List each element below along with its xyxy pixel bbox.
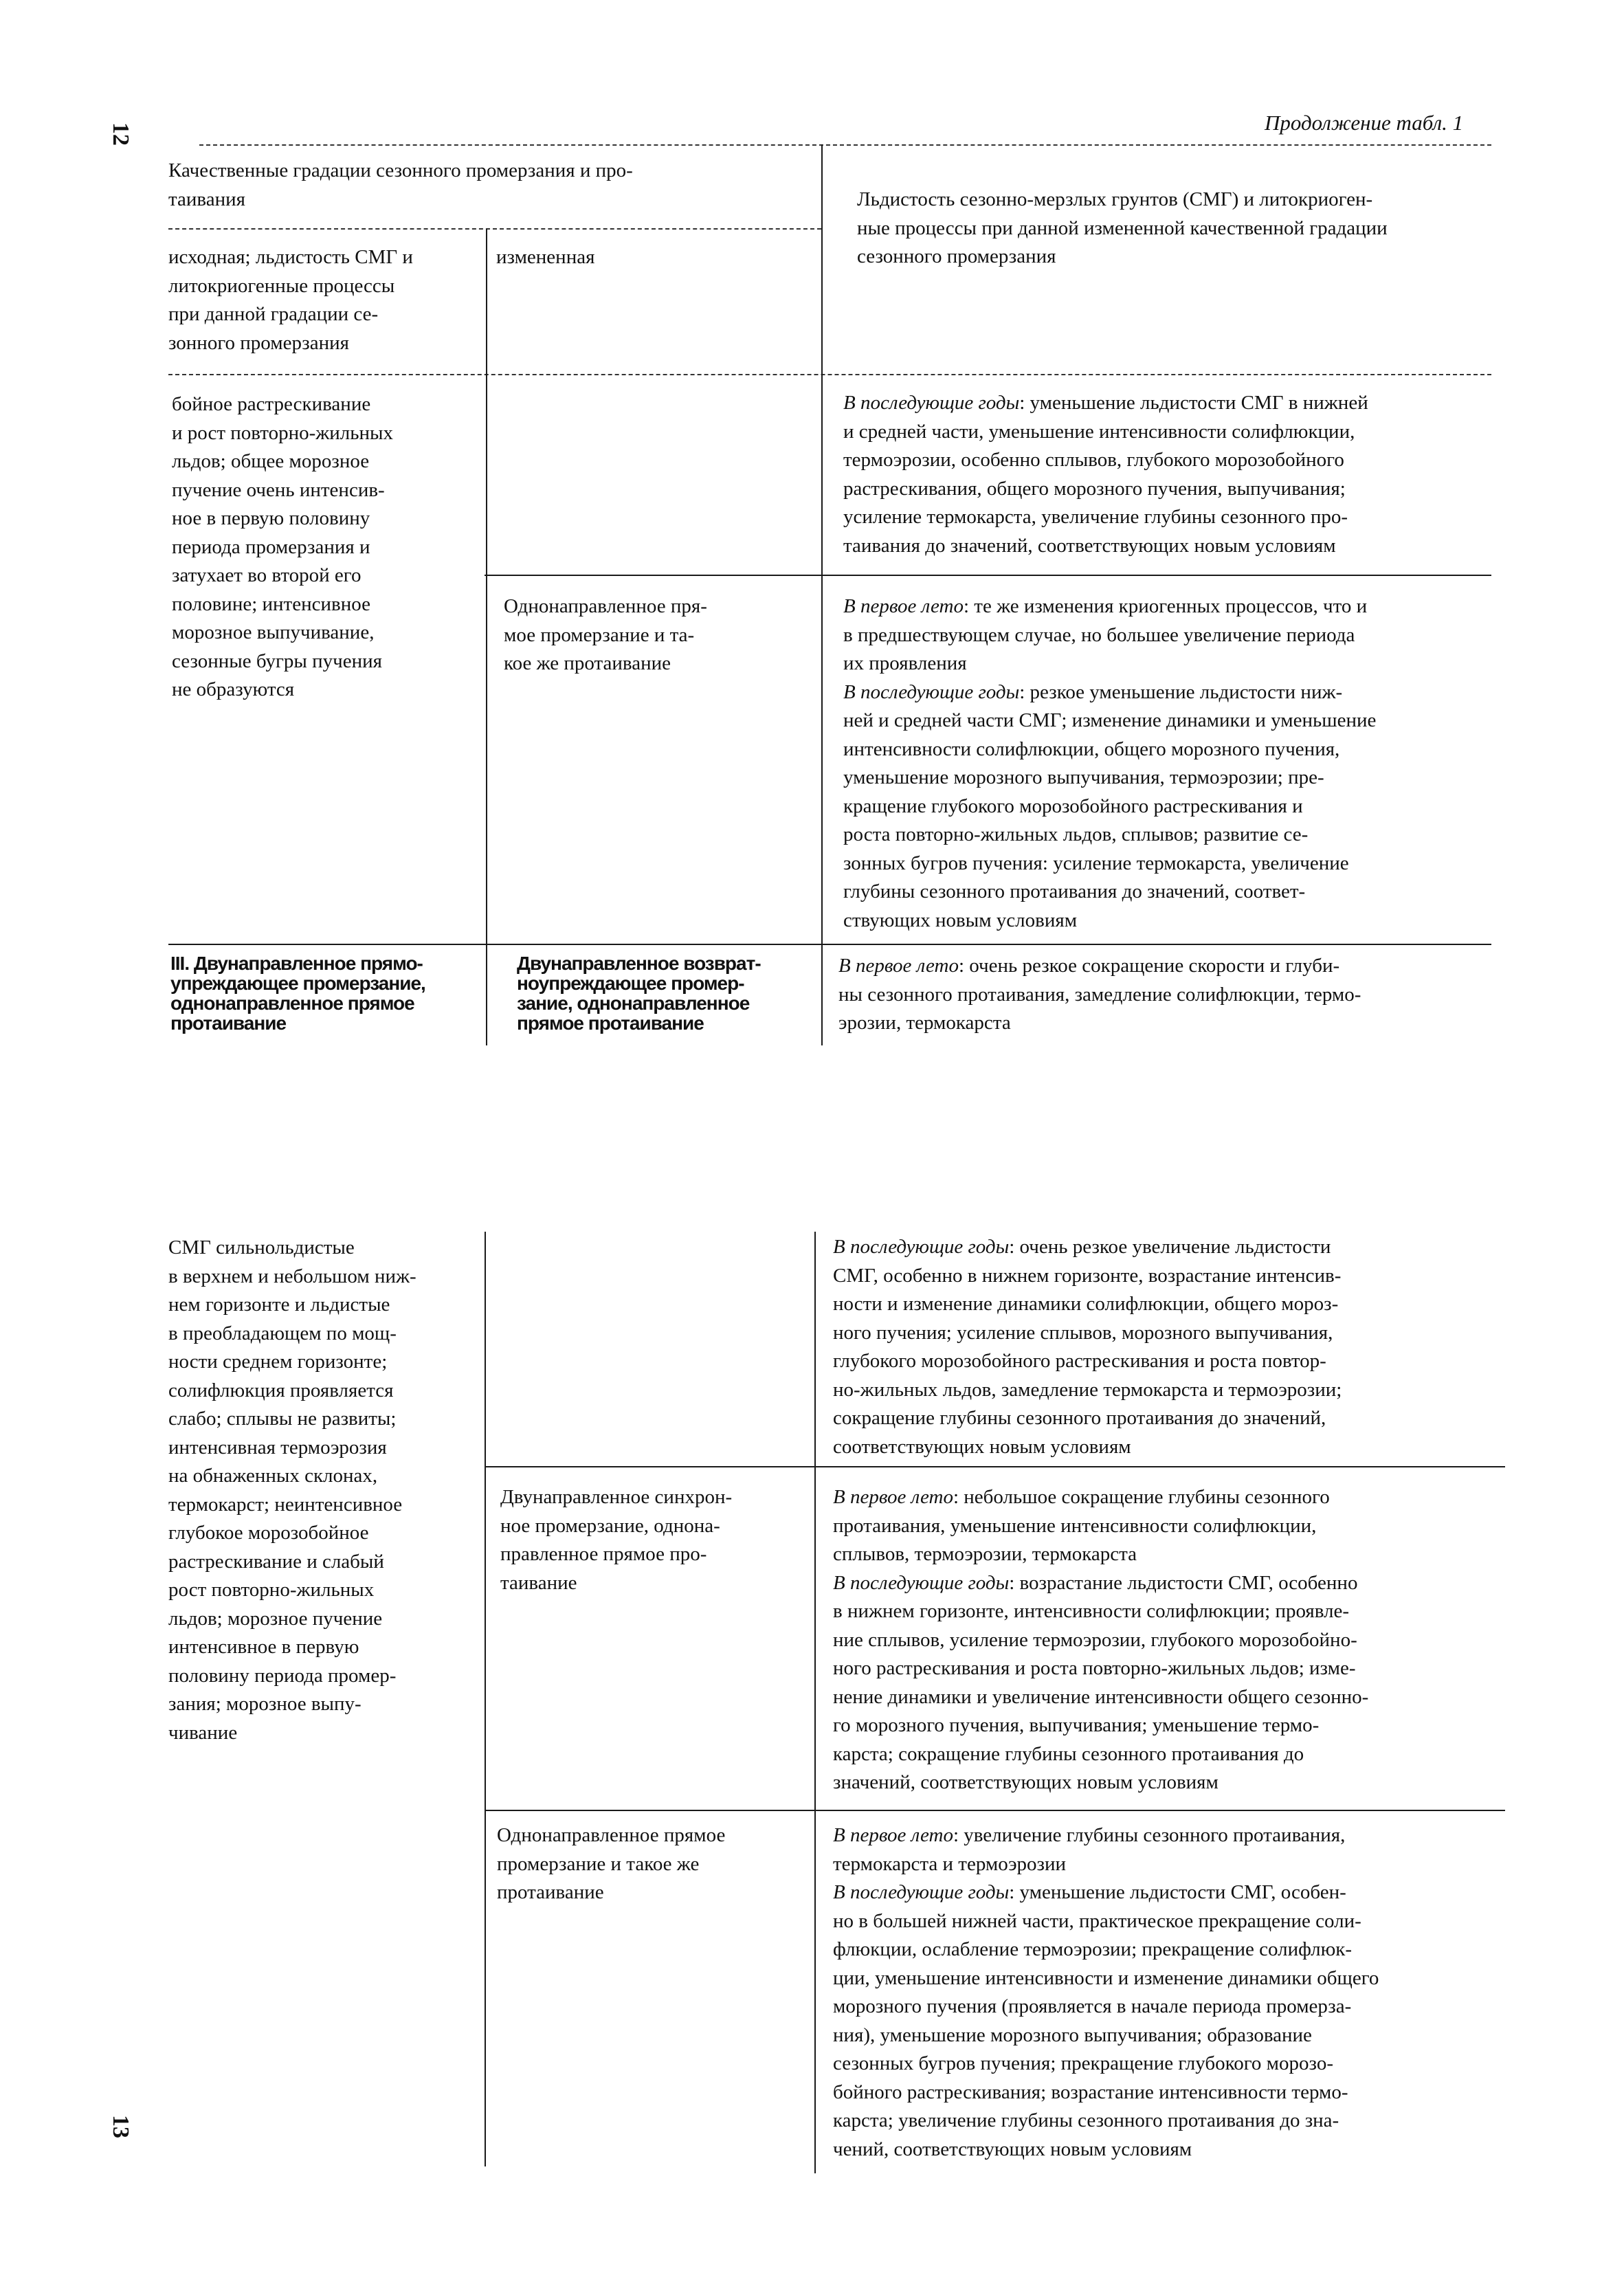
header-initial: исходная; льдистость СМГ и литокриогенные процессы при данной градации се- зонного промерзания: [168, 246, 413, 354]
block1-row2-changed: Однонаправленное пря- мое промерзание и та- кое же протаивание: [504, 595, 707, 674]
label-later-years: В последующие годы: [833, 1571, 1010, 1594]
block2-row3-changed: Однонаправленное прямое промерзание и такое же протаивание: [497, 1824, 726, 1903]
column-divider-2: [814, 1232, 816, 2173]
label-first-summer: В первое лето: [843, 595, 964, 617]
block1-initial-description: бойное растрескивание и рост повторно-жильных льдов; общее морозное пучение очень интенсив- ное в первую половину периода промерзания и затухает во второй его половине; интенсивное морозное выпучивание, сезонные бугры пучения не образуются: [172, 393, 394, 700]
effects-text: : уменьшение льдистости СМГ в нижней и средней части, уменьшение интенсивности солифлюкции, термоэрозии, особенно сплывов, глубокого морозобойного растрескивания, общего морозного пучения, выпучивания; усиление термокарста, увеличение глубины сезонного про- таивания до значений, соответствующих новым условиям: [843, 392, 1368, 557]
row-separator-2: [168, 944, 1491, 945]
column-divider-1: [485, 1232, 486, 2166]
block1-row2-effects: [843, 592, 1376, 935]
left-page-number: 12: [108, 122, 133, 146]
block1-row3-initial: III. Двунаправленное прямо- упреждающее промерзание, однонаправленное прямое протаивание: [170, 953, 425, 1034]
label-first-summer: В первое лето: [838, 955, 959, 977]
header-split-line: [168, 228, 821, 230]
effects-text: : увеличение глубины сезонного протаивания, термокарста и термоэрозии: [833, 1824, 1346, 1875]
header-changed: измененная: [496, 246, 595, 268]
effects-text: : те же изменения криогенных процессов, что и в предшествующем случае, но большее увеличение периода их проявления: [843, 595, 1368, 674]
column-divider-1: [486, 229, 487, 1045]
block2-row1-effects: [833, 1233, 1342, 1461]
row-separator-1: [485, 575, 1491, 576]
block1-row3-changed: Двунаправленное возврат- ноупреждающее промер- зание, однонаправленное прямое протаивание: [517, 953, 761, 1034]
effects-text: : резкое уменьшение льдистости ниж- ней и средней части СМГ; изменение динамики и уменьшение интенсивности солифлюкции, общего морозного пучения, уменьшение морозного выпучивания, термоэрозии; пре- кращение глубокого морозобойного растрескивания и роста повторно-жильных льдов, сплывов; развитие се- зонных бугров пучения: усиление термокарста, увеличение глубины сезонного протаивания до значений, соответ- ствующих новым условиям: [843, 680, 1377, 931]
block2-row2-changed: Двунаправленное синхрон- ное промерзание, однона- правленное прямое про- таивание: [500, 1486, 733, 1594]
label-first-summer: В первое лето: [833, 1486, 953, 1508]
table-continuation-caption: Продолжение табл. 1: [1265, 111, 1464, 135]
block2-row2-effects: [833, 1483, 1368, 1797]
effects-text: : возрастание льдистости СМГ, особенно в нижнем горизонте, интенсивности солифлюкции; проявле- ние сплывов, усиление термоэрозии, глубокого морозобойно- ного растрескивания и роста повторно-жильных льдов; изме- нение динамики и увеличение интенсивности общего сезонно- го морозного пучения, выпучивания; уменьшение термо- карста; сокращение глубины сезонного протаивания до значений, соответствующих новым условиям: [833, 1571, 1369, 1793]
effects-text: : уменьшение льдистости СМГ, особен- но в большей нижней части, практическое прекращение соли- флюкции, ослабление термоэрозии; прекращение солифлюк- ции, уменьшение интенсивности и изменение динамики общего морозного пучения (проявляется в начале периода промерза- ния), уменьшение морозного выпучивания; образование сезонных бугров пучения; прекращение глубокого морозо- бойного растрескивания; возрастание интенсивности термо- карста; увеличение глубины сезонного протаивания до зна- чений, соответствующих новым условиям: [833, 1881, 1379, 2160]
effects-text: : очень резкое сокращение скорости и глуби- ны сезонного протаивания, замедление солифлюкции, термо- эрозии, термокарста: [838, 955, 1361, 1034]
effects-text: : очень резкое увеличение льдистости СМГ, особенно в нижнем горизонте, возрастание интенсив- ности и изменение динамики солифлюкции, общего мороз- ного пучения; усиление сплывов, морозного выпучивания, глубокого морозобойного растрескивания и роста повтор- но-жильных льдов, замедление термокарста и термоэрозии; сокращение глубины сезонного протаивания до значений, соответствующих новым условиям: [833, 1236, 1342, 1458]
right-page-number: 13: [108, 2115, 133, 2138]
block1-row3-effects: [838, 952, 1361, 1038]
label-later-years: В последующие годы: [843, 392, 1020, 414]
label-later-years: В последующие годы: [833, 1236, 1010, 1258]
block2-initial-description: СМГ сильнольдистые в верхнем и небольшом ниж- нем горизонте и льдистые в преобладающем по мощ- ности среднем горизонте; солифлюкция проявляется слабо; сплывы не развиты; интенсивная термоэрозия на обнаженных склонах, термокарст; неинтенсивное глубокое морозобойное растрескивание и слабый рост повторно-жильных льдов; морозное пучение интенсивное в первую половину периода промер- зания; морозное выпу- чивание: [168, 1237, 416, 1744]
header-gradations: Качественные градации сезонного промерзания и про- таивания: [168, 159, 633, 210]
block1-row1-effects: [843, 389, 1368, 560]
block2-row3-effects: [833, 1821, 1379, 2164]
effects-text: : небольшое сокращение глубины сезонного протаивания, уменьшение интенсивности солифлюкции, сплывов, термоэрозии, термокарста: [833, 1486, 1330, 1565]
header-iciness: Льдистость сезонно-мерзлых грунтов (СМГ) и литокриоген- ные процессы при данной измененной качественной градации сезонного промерзания: [857, 188, 1388, 267]
label-first-summer: В первое лето: [833, 1824, 953, 1846]
label-later-years: В последующие годы: [843, 680, 1020, 703]
header-bottom-line: [168, 374, 1491, 375]
top-border: [199, 144, 1491, 146]
column-divider-2: [821, 144, 823, 1045]
row-separator-1: [485, 1466, 1505, 1467]
row-separator-2: [485, 1810, 1505, 1811]
label-later-years: В последующие годы: [833, 1881, 1010, 1903]
